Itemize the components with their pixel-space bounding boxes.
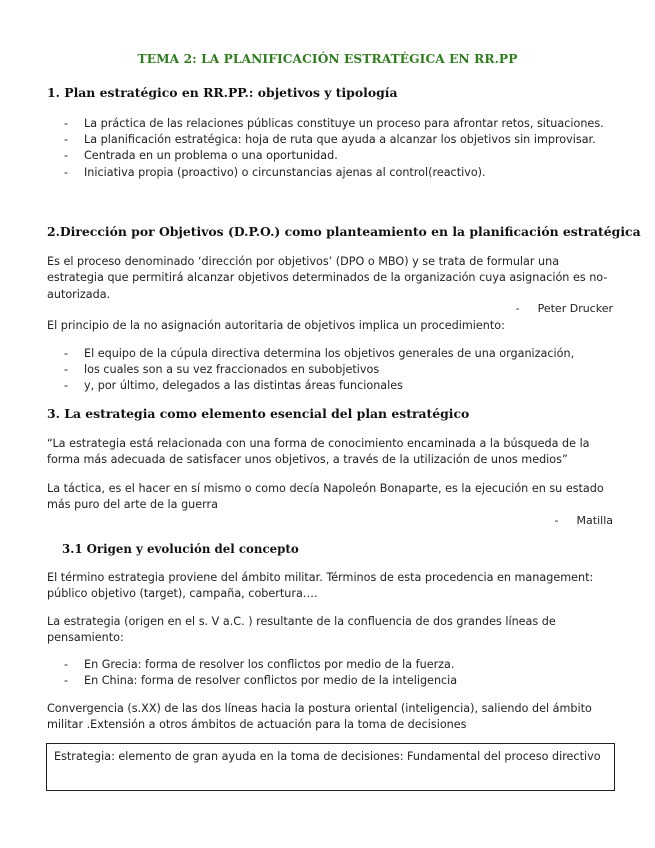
section-3-heading: 3. La estrategia como elemento esencial del plan estratégico (47, 406, 470, 421)
section-3-1-paragraph-2: La estrategia (origen en el s. V a.C. ) resultante de la confluencia de dos grandes líneas de pensamiento: (47, 615, 556, 645)
list-item: - La práctica de las relaciones públicas constituye un proceso para afrontar retos, situaciones. (66, 116, 616, 132)
section-1-list (66, 116, 616, 181)
section-3-1-paragraph-3: Convergencia (s.XX) de las dos líneas hacia la postura oriental (inteligencia), saliendo del ámbito militar .Extensión a otros ámbitos de actuación para la toma de decisiones (47, 702, 592, 732)
section-3-1-paragraph-1: El término estrategia proviene del ámbito militar. Términos de esta procedencia en management: público objetivo (target), campaña, cobertura…. (47, 571, 594, 601)
list-item: - La planificación estratégica: hoja de ruta que ayuda a alcanzar los objetivos sin improvisar. (66, 132, 616, 148)
section-2-paragraph-2: El principio de la no asignación autoritaria de objetivos implica un procedimiento: (47, 319, 505, 332)
list-item: - En Grecia: forma de resolver los conflictos por medio de la fuerza. (66, 657, 616, 673)
list-item: - Iniciativa propia (proactivo) o circunstancias ajenas al control(reactivo). (66, 165, 616, 181)
list-item: - los cuales son a su vez fraccionados en subobjetivos (66, 362, 616, 378)
section-3-1-heading: 3.1 Origen y evolución del concepto (62, 542, 299, 556)
attribution-drucker: - Peter Drucker (515, 302, 613, 315)
highlight-box: Estrategia: elemento de gran ayuda en la toma de decisiones: Fundamental del proceso directivo (46, 743, 615, 791)
list-item: - y, por último, delegados a las distintas áreas funcionales (66, 378, 616, 394)
list-item: - En China: forma de resolver conflictos por medio de la inteligencia (66, 673, 616, 689)
section-3-quote: “La estrategia está relacionada con una forma de conocimiento encaminada a la búsqueda de la forma más adecuada de satisfacer unos objetivos, a través de la utilización de unos medios” (47, 437, 590, 467)
list-item: - El equipo de la cúpula directiva determina los objetivos generales de una organización, (66, 346, 616, 362)
list-item: - Centrada en un problema o una oportunidad. (66, 148, 616, 164)
section-2-heading: 2.Dirección por Objetivos (D.P.O.) como planteamiento en la planificación estratégica (47, 224, 641, 239)
section-3-paragraph: La táctica, es el hacer en sí mismo o como decía Napoleón Bonaparte, es la ejecución en su estado más puro del arte de la guerra (47, 482, 604, 512)
attribution-matilla: - Matilla (554, 514, 613, 527)
document-title: TEMA 2: LA PLANIFICACIÓN ESTRATÉGICA EN RR.PP (137, 52, 518, 66)
section-1-heading: 1. Plan estratégico en RR.PP.: objetivos y tipología (47, 85, 398, 100)
section-2-list (66, 346, 616, 395)
section-2-paragraph: Es el proceso denominado ‘dirección por objetivos’ (DPO o MBO) y se trata de formular una estrategia que permitirá alcanzar objetivos determinados de la organización cuya asignación es no-autorizada. (47, 255, 608, 301)
section-3-1-list (66, 657, 616, 689)
